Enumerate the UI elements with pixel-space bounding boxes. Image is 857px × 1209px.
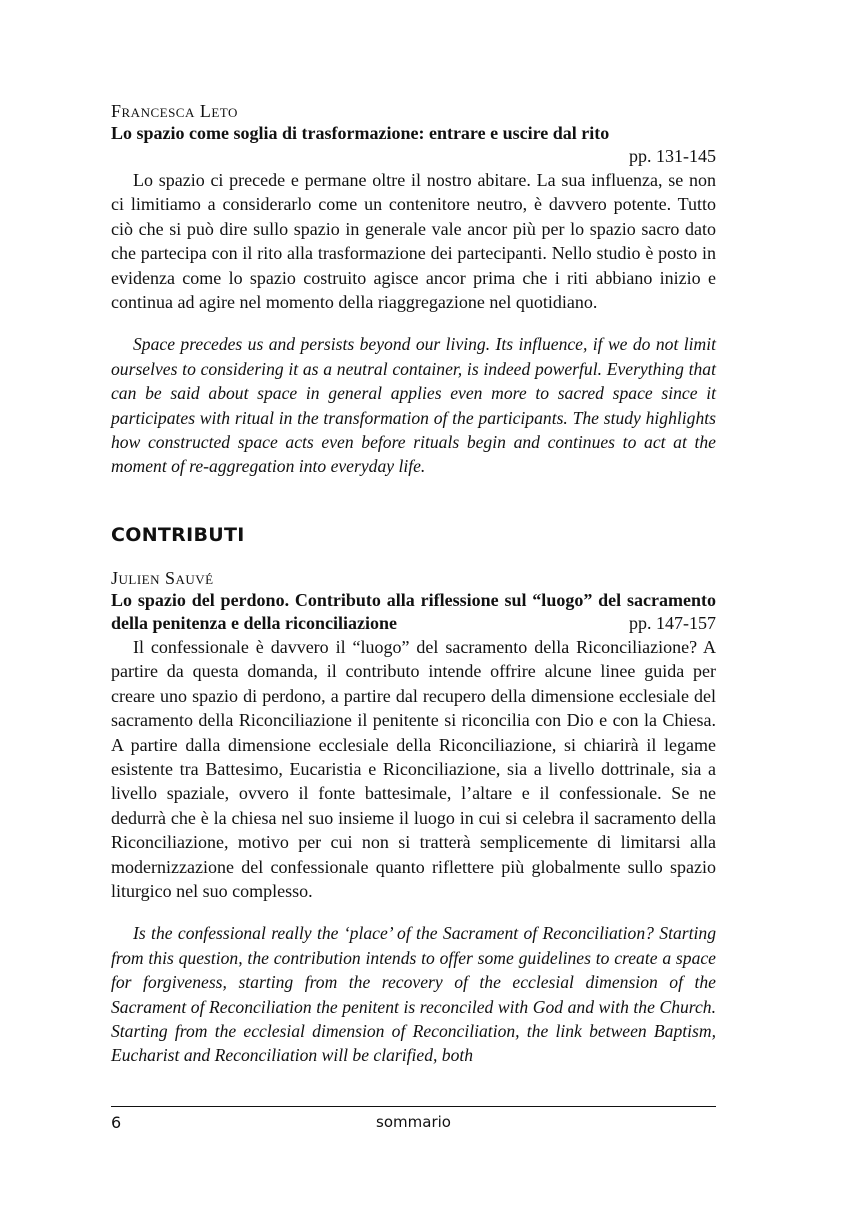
- page-footer: [111, 1106, 716, 1137]
- entry-abstract-english: Is the confessional really the ‘place’ of the Sacrament of Reconciliation? Starting from this question, the contribution intends to offer some guidelines to create a space for forgiveness, starting from the recovery of the ecclesial dimension of the Sacrament of Reconciliation the penitent is reconciled with God and with the Church. Starting from the ecclesial dimension of Reconciliation, the link between Baptism, Eucharist and Reconciliation will be clarified, both: [111, 923, 716, 1066]
- entry-author: Francesca Leto: [111, 101, 238, 121]
- entry-abstract-italian: Lo spazio ci precede e permane oltre il nostro abitare. La sua influenza, se non ci limitiamo a considerarlo come un contenitore neutro, è davvero potente. Tutto ciò che si può dire sullo spazio in generale vale ancor più per lo spazio sacro dato che partecipa con il rito alla trasformazione dei partecipanti. Nello studio è posto in evidenza come lo spazio costruito agisce ancor prima che i riti abbiano inizio e continua ad agire nel momento della riaggregazione nel quotidiano.: [111, 170, 716, 313]
- summary-entry: [111, 100, 716, 479]
- entry-author: Julien Sauvé: [111, 567, 214, 588]
- entry-abstract-italian: Il confessionale è davvero il “luogo” del sacramento della Riconciliazione? A partire da questa domanda, il contributo intende offrire alcune linee guida per creare uno spazio di perdono, a partire dal recupero della dimensione ecclesiale del sacramento della Riconciliazione il penitente si riconcilia con Dio e con la Chiesa. A partire dalla dimensione ecclesiale della Riconciliazione, si chiarirà il legame esistente tra Battesimo, Eucaristia e Riconciliazione, sia a livello dottrinale, sia a livello spaziale, ovvero il fonte battesimale, l’altare e il confessionale. Se ne dedurrà che è la chiesa nel suo insieme il luogo in cui si celebra il sacramento della Riconciliazione, motivo per cui non si tratterà semplicemente di limitarsi alla modernizzazione del confessionale quanto riflettere più globalmente sullo spazio liturgico nel suo complesso.: [111, 636, 716, 901]
- entry-pages: pp. 131-145: [629, 146, 716, 166]
- page-body: [111, 100, 716, 1068]
- summary-entry: [111, 567, 716, 1068]
- section-heading: CONTRIBUTI: [111, 523, 245, 546]
- entry-title: Lo spazio come soglia di trasformazione: entrare e uscire dal rito: [111, 123, 610, 143]
- entry-pages: pp. 147-157: [629, 612, 716, 633]
- entry-title: [111, 589, 716, 635]
- entry-title-row: [111, 589, 716, 635]
- entry-title-text: Lo spazio del perdono. Contributo alla riflessione sul “luogo” del sacramento della penitenza e della riconciliazione: [111, 589, 716, 633]
- page-number: 6: [111, 1113, 122, 1132]
- footer-label: sommario: [376, 1113, 451, 1131]
- entry-abstract-english: Space precedes us and persists beyond our living. Its influence, if we do not limit ourselves to considering it as a neutral container, is indeed powerful. Everything that can be said about space in general applies even more to sacred space since it participates with ritual in the transformation of the participants. The study highlights how constructed space acts even before rituals begin and continues to act at the moment of re-aggregation into everyday life.: [111, 334, 716, 477]
